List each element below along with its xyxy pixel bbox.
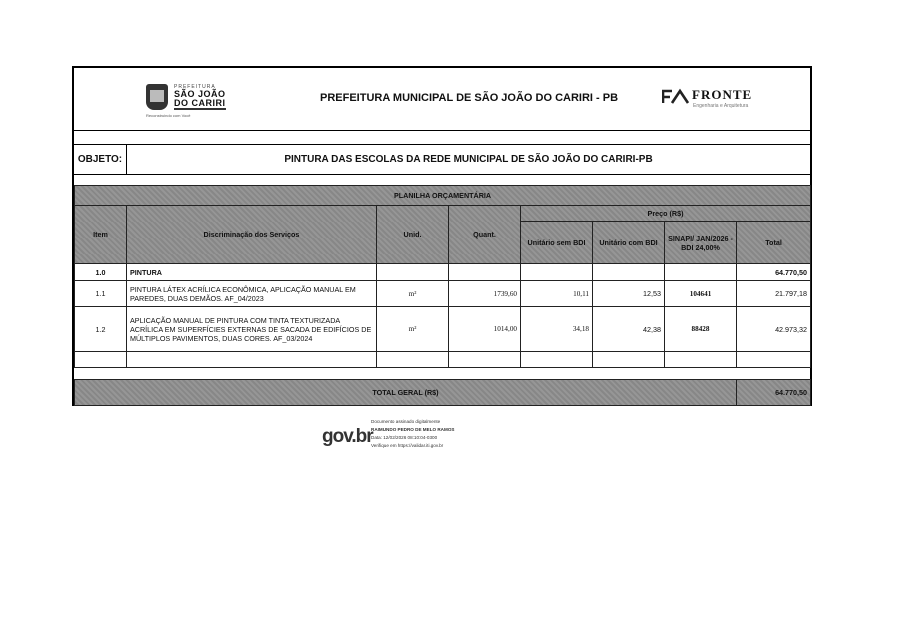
- row-unit-com: 12,53: [593, 281, 665, 307]
- caption-row: [75, 186, 811, 206]
- row-item: 1.2: [75, 307, 127, 352]
- logo-small-text: PREFEITURA: [174, 84, 216, 90]
- brand-name: FRONTE: [692, 87, 753, 102]
- table-row: [75, 307, 811, 352]
- logo-city-line-1: SÃO JOÃO: [174, 89, 226, 99]
- col-item: Item: [75, 206, 127, 264]
- col-desc: Discriminação dos Serviços: [127, 206, 377, 264]
- row-item: 1.1: [75, 281, 127, 307]
- group-total: 64.770,50: [737, 264, 811, 281]
- table-row: [75, 281, 811, 307]
- col-sinapi: SINAPI/ JAN/2026 - BDI 24,00%: [665, 222, 737, 264]
- spacer-row: [75, 368, 811, 380]
- signature-verify: Verifique em https://validar.iti.gov.br: [371, 443, 444, 448]
- col-quant: Quant.: [449, 206, 521, 264]
- row-code: 88428: [665, 307, 737, 352]
- col-unid: Unid.: [377, 206, 449, 264]
- page-title: PREFEITURA MUNICIPAL DE SÃO JOÃO DO CARIRI - PB: [320, 92, 619, 104]
- budget-sheet: [72, 66, 812, 406]
- logo-caption: Reconstruindo com Você: [146, 113, 191, 118]
- header: [74, 68, 810, 131]
- row-quant: 1739,60: [449, 281, 521, 307]
- row-unit-com: 42,38: [593, 307, 665, 352]
- col-total: Total: [737, 222, 811, 264]
- row-unid: m²: [377, 307, 449, 352]
- header-row-1: [75, 206, 811, 222]
- row-code: 104641: [665, 281, 737, 307]
- objeto-row: [74, 144, 810, 175]
- row-desc: PINTURA LÁTEX ACRÍLICA ECONÔMICA, APLICAÇÃO MANUAL EM PAREDES, DUAS DEMÃOS. AF_04/2023: [127, 281, 377, 307]
- budget-table: [74, 185, 811, 406]
- row-total: 42.973,32: [737, 307, 811, 352]
- fronte-logo: [662, 86, 762, 112]
- logo-city-line-2: DO CARIRI: [174, 98, 226, 108]
- signature-date: Data: 12/02/2026 08:10:04-0300: [371, 435, 438, 440]
- row-desc: APLICAÇÃO MANUAL DE PINTURA COM TINTA TEXTURIZADA ACRÍLICA EM SUPERFÍCIES EXTERNAS DE SACADA DE EDIFÍCIOS DE MÚLTIPLOS PAVIMENTOS, DUAS CORES. AF_03/2024: [127, 307, 377, 352]
- fronte-mark-icon: [662, 88, 690, 104]
- total-label: TOTAL GERAL (R$): [75, 380, 737, 406]
- total-row: [75, 380, 811, 406]
- digital-signature: [322, 418, 522, 458]
- brand-subtitle: Engenharia e Arquitetura: [693, 103, 749, 109]
- col-preco: Preço (R$): [521, 206, 811, 222]
- row-total: 21.797,18: [737, 281, 811, 307]
- empty-row: [75, 352, 811, 368]
- group-row: [75, 264, 811, 281]
- municipality-logo: [146, 84, 226, 118]
- signature-line-1: Documento assinado digitalmente: [371, 419, 441, 424]
- group-item: 1.0: [75, 264, 127, 281]
- signature-signer: RAIMUNDO PEDRO DE MELO RAMOS: [371, 427, 455, 432]
- objeto-text: PINTURA DAS ESCOLAS DA REDE MUNICIPAL DE SÃO JOÃO DO CARIRI-PB: [284, 154, 653, 165]
- col-unit-sem: Unitário sem BDI: [521, 222, 593, 264]
- row-unit-sem: 34,18: [521, 307, 593, 352]
- group-desc: PINTURA: [127, 264, 377, 281]
- col-unit-com: Unitário com BDI: [593, 222, 665, 264]
- objeto-label: OBJETO:: [74, 145, 127, 174]
- table-caption: PLANILHA ORÇAMENTÁRIA: [75, 186, 811, 206]
- govbr-logo: gov.br: [322, 426, 373, 447]
- signature-lines: [371, 418, 454, 450]
- row-unit-sem: 10,11: [521, 281, 593, 307]
- row-quant: 1014,00: [449, 307, 521, 352]
- row-unid: m²: [377, 281, 449, 307]
- total-value: 64.770,50: [737, 380, 811, 406]
- crest-icon: [146, 84, 168, 110]
